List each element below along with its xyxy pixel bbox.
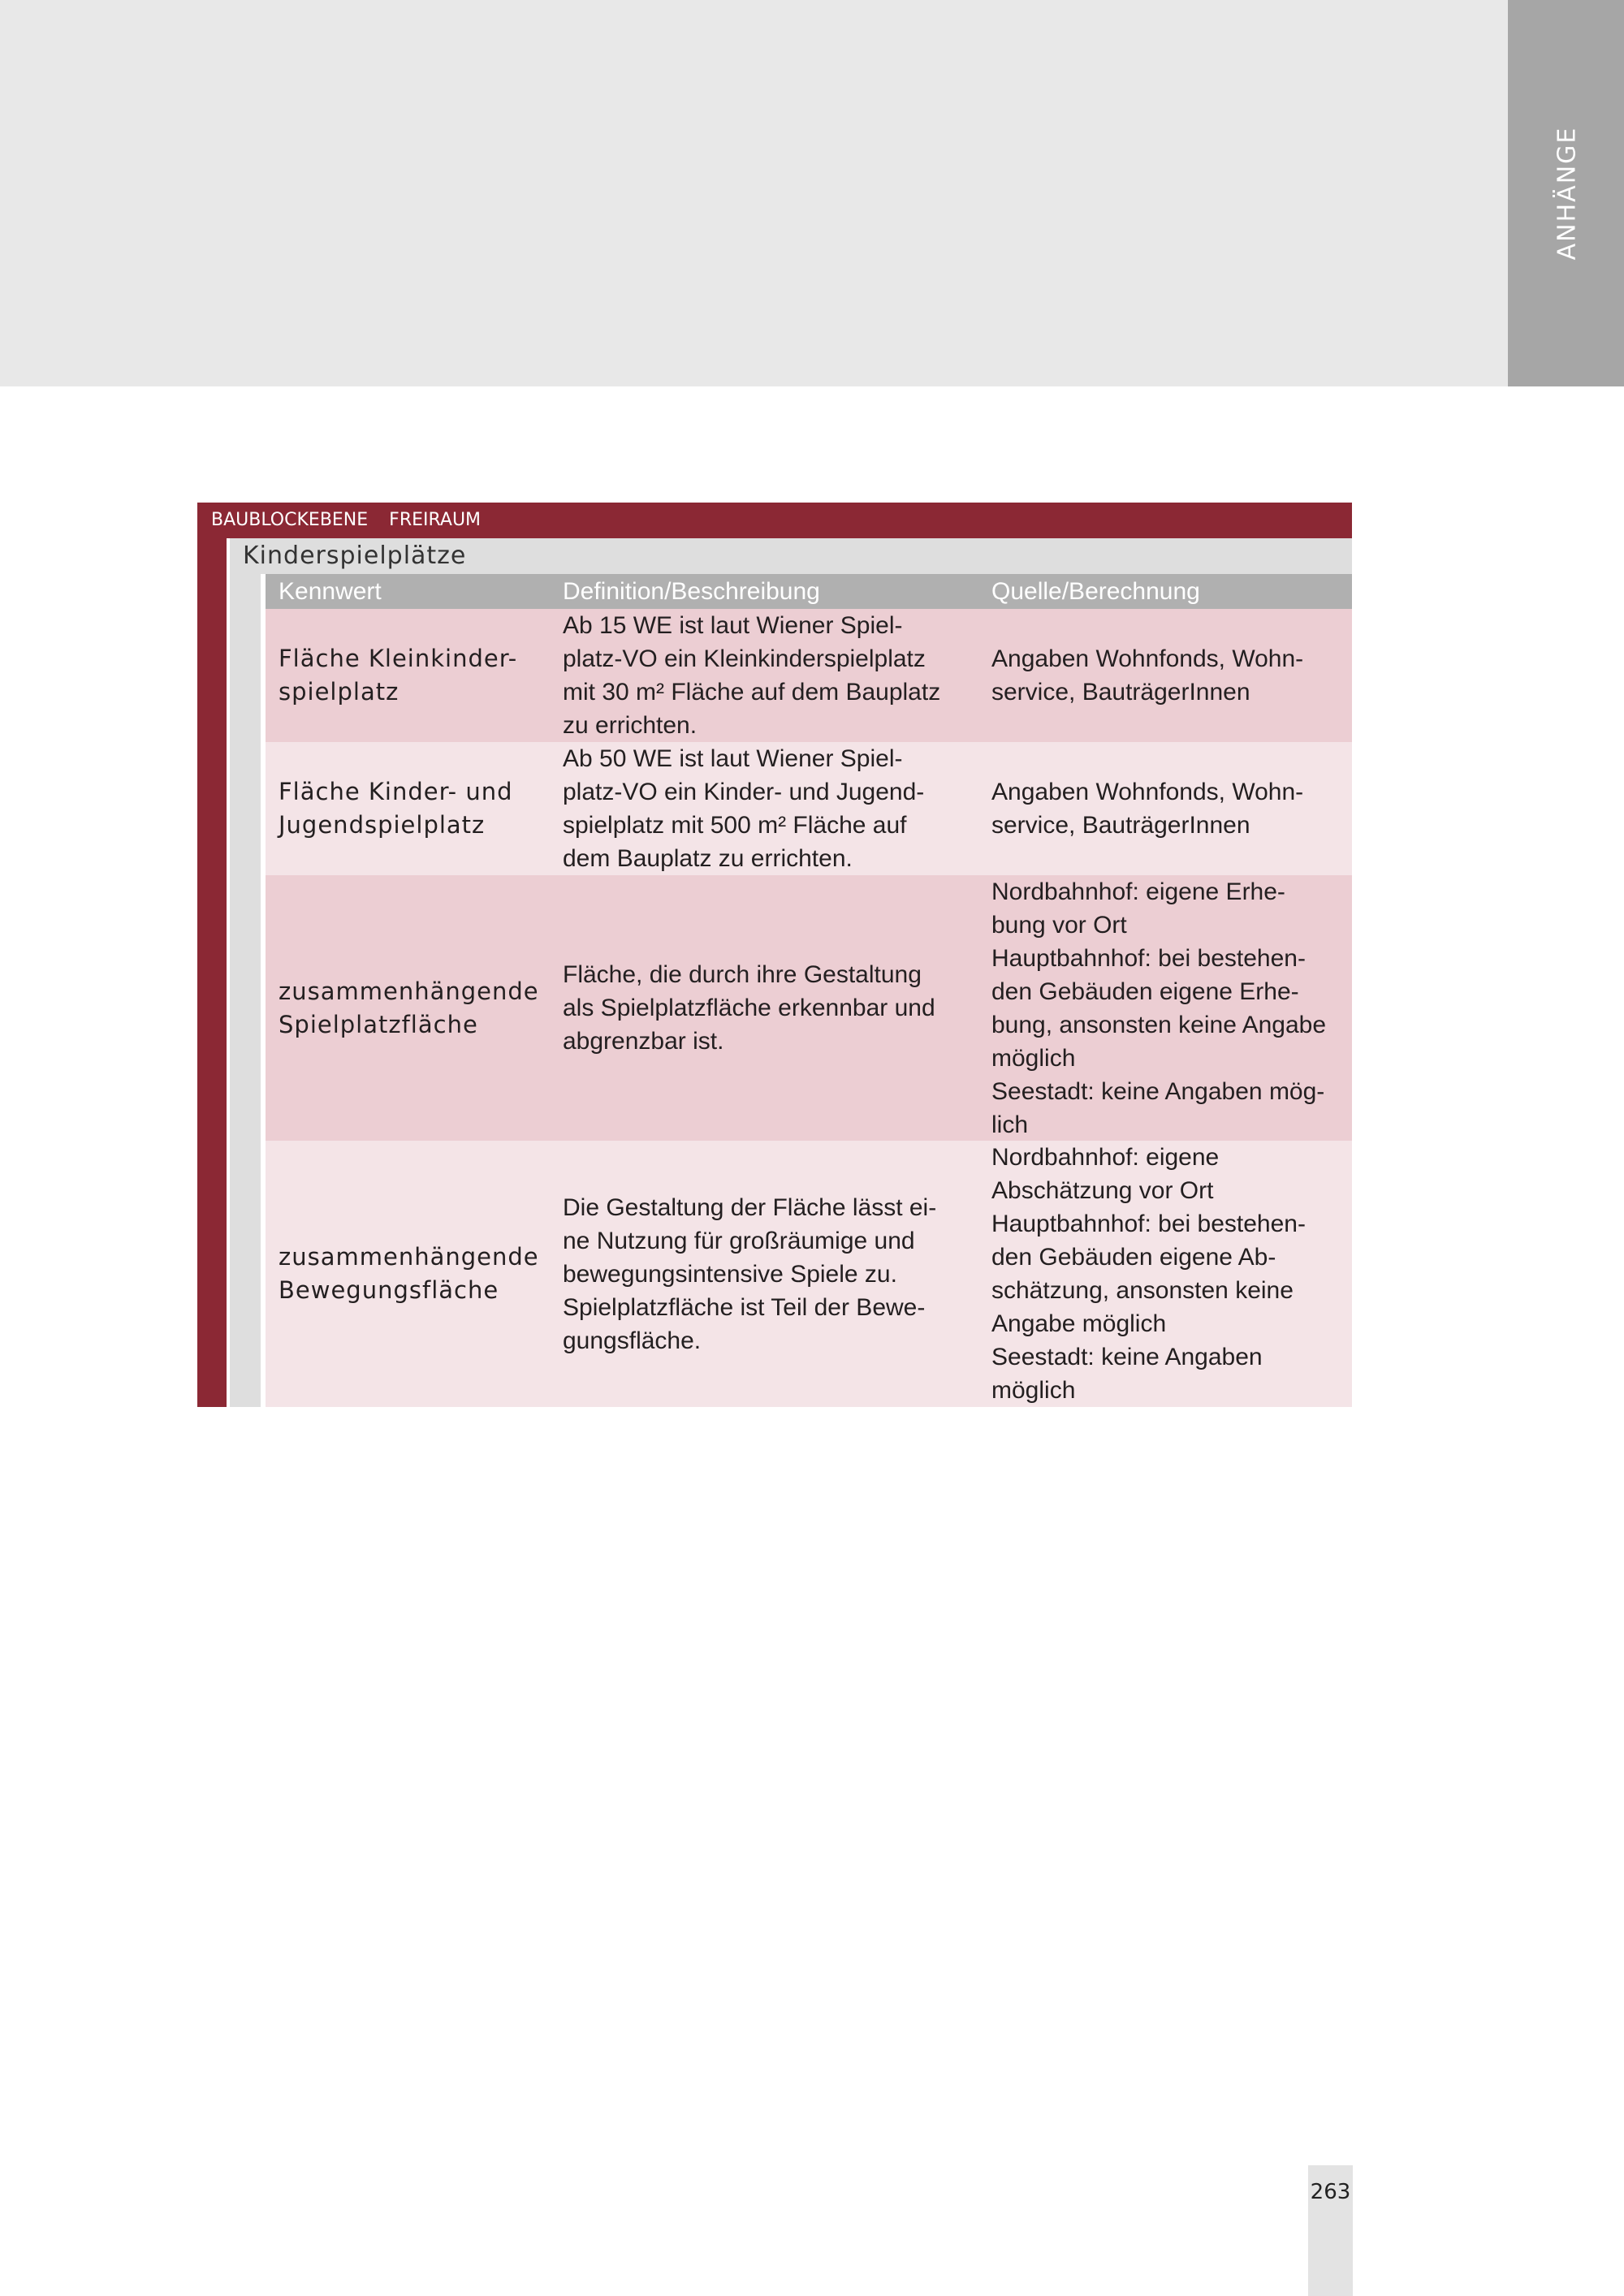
page-number: 263 bbox=[1310, 2180, 1351, 2204]
kennwert-cell: zusammenhängende Spielplatzfläche bbox=[279, 977, 539, 1038]
definition-cell: Ab 15 WE ist laut Wiener Spiel- platz-VO ein Kleinkinderspielplatz mit 30 m² Fläche auf dem Bauplatz zu errichten. bbox=[563, 612, 941, 739]
kennwert-cell: Fläche Kleinkinder- spielplatz bbox=[279, 645, 518, 706]
header-band bbox=[0, 0, 1508, 386]
section-title: Kinderspielplätze bbox=[243, 542, 467, 570]
table-row bbox=[266, 609, 1352, 742]
column-header-quelle: Quelle/Berechnung bbox=[991, 578, 1200, 605]
kennwert-cell: zusammenhängende Bewegungsfläche bbox=[279, 1243, 539, 1304]
table-row bbox=[266, 1141, 1352, 1407]
definition-cell: Die Gestaltung der Fläche lässt ei- ne Nutzung für großräumige und bewegungsintensive Spiele zu. Spielplatzfläche ist Teil der Bewe- gungsfläche. bbox=[563, 1193, 937, 1354]
quelle-cell: Nordbahnhof: eigene Erhe- bung vor Ort Hauptbahnhof: bei bestehen- den Gebäuden eigene Erhe- bung, ansonsten keine Angabe möglich Seestadt: keine Angaben mög- lich bbox=[991, 878, 1327, 1138]
kennwert-table bbox=[197, 503, 1352, 1407]
section-side-bar bbox=[230, 574, 261, 1407]
definition-cell: Fläche, die durch ihre Gestaltung als Spielplatzfläche erkennbar und abgrenzbar ist. bbox=[563, 961, 935, 1055]
table-header-row bbox=[266, 574, 1352, 609]
table-row bbox=[266, 742, 1352, 875]
quelle-cell: Angaben Wohnfonds, Wohn- service, BauträgerInnen bbox=[991, 779, 1304, 839]
table-row bbox=[266, 875, 1352, 1141]
category-side-bar bbox=[197, 538, 227, 1407]
category-label-level: BAUBLOCKEBENE bbox=[211, 510, 369, 530]
column-header-definition: Definition/Beschreibung bbox=[563, 578, 820, 605]
chapter-tab-label: ANHÄNGE bbox=[1553, 126, 1582, 261]
column-header-kennwert: Kennwert bbox=[279, 578, 382, 605]
quelle-cell: Nordbahnhof: eigene Abschätzung vor Ort Hauptbahnhof: bei bestehen- den Gebäuden eigene Ab- schätzung, ansonsten keine Angabe möglich Seestadt: keine Angaben möglich bbox=[991, 1144, 1306, 1404]
definition-cell: Ab 50 WE ist laut Wiener Spiel- platz-VO ein Kinder- und Jugend- spielplatz mit 500 m² Fläche auf dem Bauplatz zu errichten. bbox=[563, 745, 925, 872]
category-label-topic: FREIRAUM bbox=[389, 510, 482, 530]
category-labels bbox=[211, 503, 481, 538]
kennwert-cell: Fläche Kinder- und Jugendspielplatz bbox=[279, 778, 513, 839]
quelle-cell: Angaben Wohnfonds, Wohn- service, BauträgerInnen bbox=[991, 645, 1304, 706]
